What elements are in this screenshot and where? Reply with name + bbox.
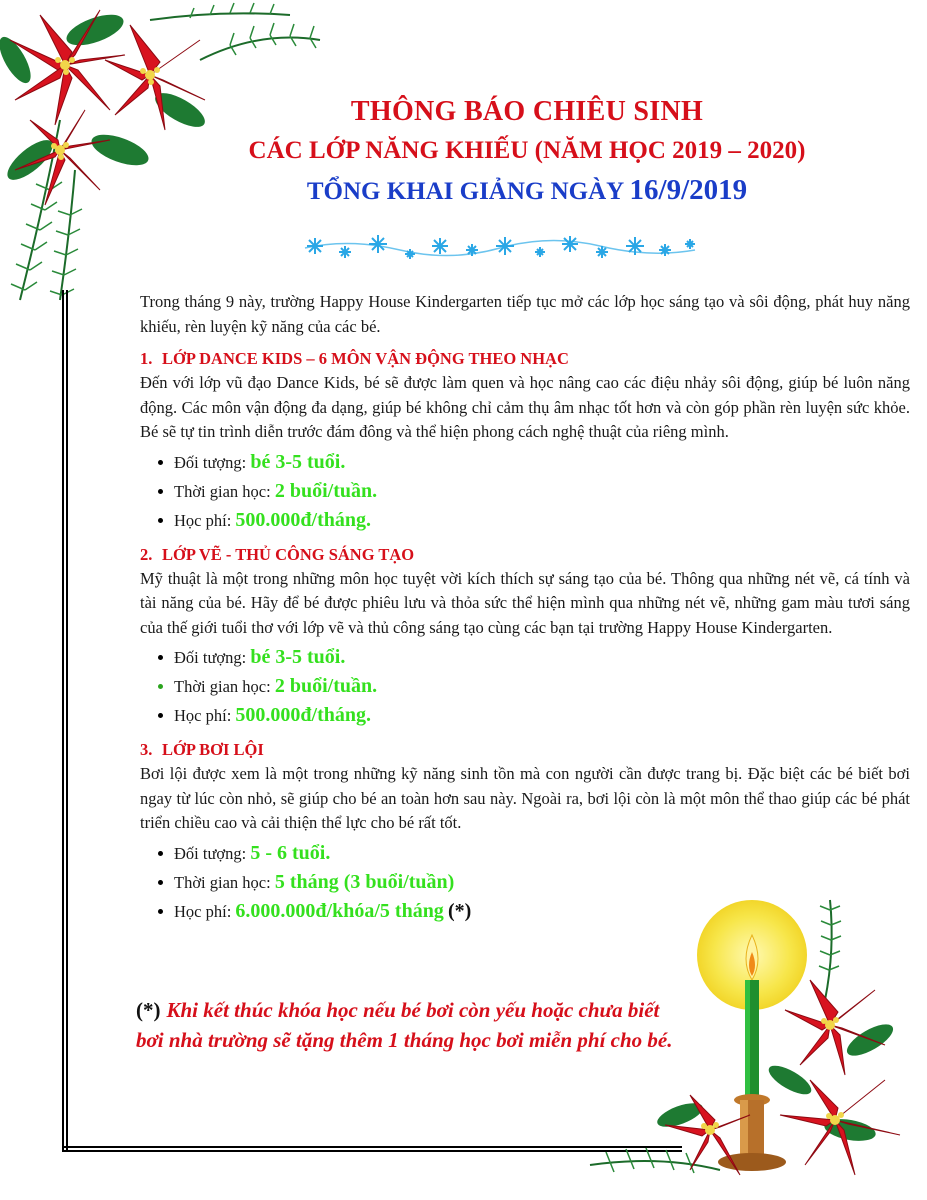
section-number: 1. [140, 349, 153, 368]
list-item [174, 448, 910, 477]
opening-date-line [0, 174, 927, 207]
footnote-marker: (*) [447, 899, 472, 922]
list-item [174, 672, 910, 701]
fact-value: 2 buổi/tuần. [274, 479, 378, 502]
fact-value: 500.000đ/tháng. [235, 508, 372, 531]
facts-list [140, 643, 910, 730]
fact-value: 500.000đ/tháng. [235, 704, 372, 726]
section-description: Mỹ thuật là một trong những môn học tuyệt vời kích thích sự sáng tạo của bé. Thông qua những nét vẽ, cá tính và tài năng của bé. Hãy để bé được phiêu lưu và thỏa sức thể hiện mình qua những nét vẽ, những gam màu tươi sáng của thế giới tuổi thơ với lớp vẽ và thủ công sáng tạo cùng các bạn tại trường Happy House Kindergarten. [140, 568, 910, 637]
section-title: LỚP BƠI LỘI [162, 740, 264, 759]
list-item [174, 839, 910, 868]
fact-value: bé 3-5 tuổi. [250, 646, 346, 668]
intro-paragraph: Trong tháng 9 này, trường Happy House Kindergarten tiếp tục mở các lớp học sáng tạo và sôi động, phát huy năng khiếu, rèn luyện kỹ năng của các bé. [140, 292, 910, 336]
page-subtitle: CÁC LỚP NĂNG KHIẾU (NĂM HỌC 2019 – 2020) [248, 137, 806, 164]
section-heading [140, 347, 910, 371]
fact-label: Học phí: [174, 901, 232, 921]
snowflake-divider [300, 228, 700, 268]
list-item [174, 506, 910, 535]
fact-value: 5 tháng (3 buổi/tuần) [274, 870, 455, 893]
bullet-icon [158, 489, 163, 494]
fact-label: Học phí: [174, 510, 232, 530]
section-dance-kids [140, 347, 910, 535]
section-heading [140, 543, 910, 567]
footnote-mark: (*) [136, 998, 161, 1022]
main-content [140, 290, 910, 934]
fact-label: Thời gian học: [174, 481, 271, 501]
fact-value: 5 - 6 tuổi. [250, 841, 331, 864]
section-heading [140, 738, 910, 762]
fact-label: Đối tượng: [174, 452, 247, 472]
section-title: LỚP DANCE KIDS – 6 MÔN VẬN ĐỘNG THEO NHẠC [162, 349, 569, 368]
list-item [174, 701, 910, 730]
fact-label: Học phí: [174, 706, 232, 725]
facts-list [140, 448, 910, 535]
bullet-icon [158, 713, 163, 718]
fact-value: 2 buổi/tuần. [274, 675, 378, 697]
opening-date-prefix: TỔNG KHAI GIẢNG NGÀY [306, 178, 624, 205]
fact-label: Đối tượng: [174, 843, 247, 863]
bullet-icon [158, 460, 163, 465]
list-item [174, 477, 910, 506]
opening-date: 16/9/2019 [629, 174, 748, 206]
bullet-icon [158, 518, 163, 523]
section-title: LỚP VẼ - THỦ CÔNG SÁNG TẠO [162, 544, 415, 564]
bullet-icon [158, 909, 163, 914]
section-drawing-crafts [140, 543, 910, 731]
section-description: Đến với lớp vũ đạo Dance Kids, bé sẽ được làm quen và học nâng cao các điệu nhảy sôi động, giúp bé luôn năng động. Các môn vận động đa dạng, giúp bé không chỉ cảm thụ âm nhạc tốt hơn và còn góp phần rèn luyện sức khỏe. Bé sẽ tự tin trình diễn trước đám đông và thể hiện phong cách nghệ thuật của riêng mình. [140, 373, 910, 441]
section-number: 3. [140, 740, 153, 759]
fact-label: Thời gian học: [174, 677, 271, 696]
footnote-text: Khi kết thúc khóa học nếu bé bơi còn yếu hoặc chưa biết bơi nhà trường sẽ tặng thêm 1 tháng học bơi miễn phí cho bé. [136, 998, 673, 1052]
fact-label: Đối tượng: [174, 648, 247, 667]
bullet-icon [158, 880, 163, 885]
bullet-icon [158, 655, 163, 660]
frame-border-left [62, 290, 68, 1150]
bullet-icon [158, 851, 163, 856]
section-number: 2. [140, 544, 153, 564]
section-description: Bơi lội được xem là một trong những kỹ năng sinh tồn mà con người cần được trang bị. Đặc biệt các bé biết bơi ngay từ lúc còn nhỏ, sẽ giúp cho bé an toàn hơn sau này. Ngoài ra, bơi lội còn là một môn thể thao giúp các bé phát triển chiều cao và cải thiện thể lực cho bé rất tốt. [140, 764, 910, 832]
fact-value: 6.000.000đ/khóa/5 tháng [235, 899, 444, 922]
list-item [174, 643, 910, 672]
page-title: THÔNG BÁO CHIÊU SINH [350, 96, 704, 127]
bullet-icon [158, 684, 163, 689]
fact-label: Thời gian học: [174, 872, 271, 892]
candle-decoration-bottom-right [580, 880, 920, 1195]
fact-value: bé 3-5 tuổi. [250, 450, 346, 473]
